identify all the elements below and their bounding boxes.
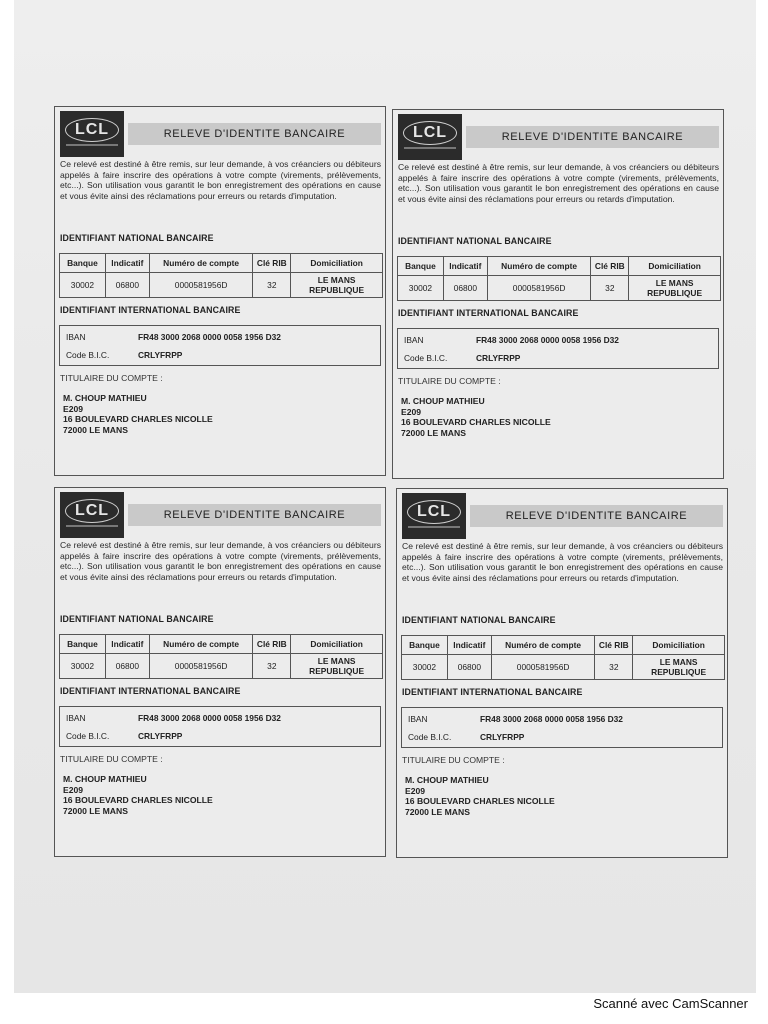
iban-box: [397, 328, 719, 369]
holder-name: M. CHOUP MATHIEU: [63, 393, 147, 403]
value-banque: 30002: [402, 655, 448, 680]
bic-value: CRLYFRPP: [476, 353, 521, 363]
value-numero-compte: 0000581956D: [149, 654, 253, 679]
rib-table: [59, 253, 383, 298]
rib-card-bottom-right: [396, 488, 728, 858]
rib-title: RELEVE D'IDENTITE BANCAIRE: [128, 504, 381, 526]
rib-title: RELEVE D'IDENTITE BANCAIRE: [128, 123, 381, 145]
holder-name: M. CHOUP MATHIEU: [63, 774, 147, 784]
rib-header: [402, 493, 723, 539]
lcl-logo-text: LCL: [65, 499, 119, 523]
holder-label: TITULAIRE DU COMPTE :: [402, 755, 505, 765]
iban-label: IBAN: [408, 714, 428, 724]
lcl-logo-text: LCL: [407, 500, 461, 524]
iban-label: IBAN: [404, 335, 424, 345]
holder-address: [63, 393, 213, 435]
holder-line-3: 72000 LE MANS: [63, 805, 128, 816]
bic-label: Code B.I.C.: [408, 732, 452, 742]
header-cle-rib: Clé RIB: [595, 636, 633, 655]
iban-value: FR48 3000 2068 0000 0058 1956 D32: [138, 332, 281, 342]
bic-label: Code B.I.C.: [66, 350, 110, 360]
holder-label: TITULAIRE DU COMPTE :: [60, 373, 163, 383]
iban-box: [59, 706, 381, 747]
national-id-heading: IDENTIFIANT NATIONAL BANCAIRE: [60, 614, 214, 624]
value-domiciliation: [633, 655, 725, 680]
holder-line-1: E209: [63, 784, 84, 795]
domiciliation-line-1: LE MANS: [659, 657, 698, 667]
lcl-logo: [60, 111, 124, 157]
rib-header: [398, 114, 719, 160]
rib-header: [60, 111, 381, 157]
holder-address: [405, 775, 555, 817]
iban-label: IBAN: [66, 713, 86, 723]
value-banque: 30002: [60, 654, 106, 679]
rib-card-top-right: [392, 109, 724, 479]
header-indicatif: Indicatif: [105, 635, 149, 654]
lcl-logo: [402, 493, 466, 539]
header-domiciliation: Domiciliation: [633, 636, 725, 655]
holder-line-2: 16 BOULEVARD CHARLES NICOLLE: [405, 796, 555, 806]
international-id-heading: IDENTIFIANT INTERNATIONAL BANCAIRE: [60, 305, 241, 315]
header-cle-rib: Clé RIB: [253, 254, 291, 273]
bic-label: Code B.I.C.: [404, 353, 448, 363]
logo-underline: [404, 147, 456, 149]
value-indicatif: 06800: [105, 654, 149, 679]
rib-intro-text: Ce relevé est destiné à être remis, sur leur demande, à vos créanciers ou débiteurs appelés à faire inscrire des opérations à votre compte (virements, prélèvements, etc...). Son utilisation vous garantit le bon enregistrement des opérations en cause et vous évite ainsi des réclamations pour erreurs ou retards d'imputation.: [402, 541, 723, 583]
lcl-logo: [60, 492, 124, 538]
value-banque: 30002: [60, 273, 106, 298]
value-numero-compte: 0000581956D: [149, 273, 253, 298]
holder-line-2: 16 BOULEVARD CHARLES NICOLLE: [63, 414, 213, 424]
holder-name: M. CHOUP MATHIEU: [405, 775, 489, 785]
header-banque: Banque: [402, 636, 448, 655]
header-indicatif: Indicatif: [447, 636, 491, 655]
domiciliation-line-2: REPUBLIQUE: [647, 288, 703, 298]
domiciliation-line-2: REPUBLIQUE: [309, 666, 365, 676]
value-domiciliation: [629, 276, 721, 301]
holder-line-3: 72000 LE MANS: [63, 424, 128, 435]
holder-label: TITULAIRE DU COMPTE :: [60, 754, 163, 764]
lcl-logo-text: LCL: [65, 118, 119, 142]
value-banque: 30002: [398, 276, 444, 301]
rib-card-bottom-left: [54, 487, 386, 857]
rib-table: [397, 256, 721, 301]
header-numero-compte: Numéro de compte: [149, 254, 253, 273]
national-id-heading: IDENTIFIANT NATIONAL BANCAIRE: [402, 615, 556, 625]
rib-card-top-left: [54, 106, 386, 476]
holder-address: [63, 774, 213, 816]
iban-box: [401, 707, 723, 748]
iban-value: FR48 3000 2068 0000 0058 1956 D32: [476, 335, 619, 345]
value-cle-rib: 32: [253, 654, 291, 679]
value-indicatif: 06800: [447, 655, 491, 680]
value-numero-compte: 0000581956D: [491, 655, 595, 680]
bic-value: CRLYFRPP: [138, 731, 183, 741]
holder-line-1: E209: [405, 785, 426, 796]
value-cle-rib: 32: [595, 655, 633, 680]
international-id-heading: IDENTIFIANT INTERNATIONAL BANCAIRE: [398, 308, 579, 318]
iban-value: FR48 3000 2068 0000 0058 1956 D32: [480, 714, 623, 724]
header-cle-rib: Clé RIB: [253, 635, 291, 654]
lcl-logo: [398, 114, 462, 160]
rib-table: [59, 634, 383, 679]
rib-intro-text: Ce relevé est destiné à être remis, sur leur demande, à vos créanciers ou débiteurs appelés à faire inscrire des opérations à votre compte (virements, prélèvements, etc...). Son utilisation vous garantit le bon enregistrement des opérations en cause et vous évite ainsi des réclamations pour erreurs ou retards d'imputation.: [398, 162, 719, 204]
value-indicatif: 06800: [105, 273, 149, 298]
domiciliation-line-1: LE MANS: [317, 275, 356, 285]
rib-title: RELEVE D'IDENTITE BANCAIRE: [466, 126, 719, 148]
holder-line-1: E209: [401, 406, 422, 417]
domiciliation-line-1: LE MANS: [317, 656, 356, 666]
logo-underline: [66, 525, 118, 527]
holder-address: [401, 396, 551, 438]
domiciliation-line-2: REPUBLIQUE: [651, 667, 707, 677]
logo-underline: [66, 144, 118, 146]
iban-value: FR48 3000 2068 0000 0058 1956 D32: [138, 713, 281, 723]
value-domiciliation: [291, 654, 383, 679]
header-domiciliation: Domiciliation: [291, 635, 383, 654]
rib-title: RELEVE D'IDENTITE BANCAIRE: [470, 505, 723, 527]
holder-name: M. CHOUP MATHIEU: [401, 396, 485, 406]
holder-line-3: 72000 LE MANS: [405, 806, 470, 817]
header-banque: Banque: [60, 254, 106, 273]
header-indicatif: Indicatif: [105, 254, 149, 273]
holder-line-3: 72000 LE MANS: [401, 427, 466, 438]
header-cle-rib: Clé RIB: [591, 257, 629, 276]
header-domiciliation: Domiciliation: [291, 254, 383, 273]
national-id-heading: IDENTIFIANT NATIONAL BANCAIRE: [398, 236, 552, 246]
international-id-heading: IDENTIFIANT INTERNATIONAL BANCAIRE: [402, 687, 583, 697]
camscanner-footer: Scanné avec CamScanner: [593, 996, 748, 1011]
domiciliation-line-1: LE MANS: [655, 278, 694, 288]
rib-intro-text: Ce relevé est destiné à être remis, sur leur demande, à vos créanciers ou débiteurs appelés à faire inscrire des opérations à votre compte (virements, prélèvements, etc...). Son utilisation vous garantit le bon enregistrement des opérations en cause et vous évite ainsi des réclamations pour erreurs ou retards d'imputation.: [60, 540, 381, 582]
holder-label: TITULAIRE DU COMPTE :: [398, 376, 501, 386]
header-numero-compte: Numéro de compte: [487, 257, 591, 276]
bic-label: Code B.I.C.: [66, 731, 110, 741]
rib-table: [401, 635, 725, 680]
holder-line-2: 16 BOULEVARD CHARLES NICOLLE: [401, 417, 551, 427]
logo-underline: [408, 526, 460, 528]
header-banque: Banque: [398, 257, 444, 276]
header-domiciliation: Domiciliation: [629, 257, 721, 276]
header-banque: Banque: [60, 635, 106, 654]
holder-line-1: E209: [63, 403, 84, 414]
bic-value: CRLYFRPP: [138, 350, 183, 360]
value-numero-compte: 0000581956D: [487, 276, 591, 301]
value-cle-rib: 32: [591, 276, 629, 301]
header-numero-compte: Numéro de compte: [149, 635, 253, 654]
value-domiciliation: [291, 273, 383, 298]
rib-header: [60, 492, 381, 538]
iban-box: [59, 325, 381, 366]
header-numero-compte: Numéro de compte: [491, 636, 595, 655]
header-indicatif: Indicatif: [443, 257, 487, 276]
international-id-heading: IDENTIFIANT INTERNATIONAL BANCAIRE: [60, 686, 241, 696]
domiciliation-line-2: REPUBLIQUE: [309, 285, 365, 295]
rib-intro-text: Ce relevé est destiné à être remis, sur leur demande, à vos créanciers ou débiteurs appelés à faire inscrire des opérations à votre compte (virements, prélèvements, etc...). Son utilisation vous garantit le bon enregistrement des opérations en cause et vous évite ainsi des réclamations pour erreurs ou retards d'imputation.: [60, 159, 381, 201]
bic-value: CRLYFRPP: [480, 732, 525, 742]
iban-label: IBAN: [66, 332, 86, 342]
value-indicatif: 06800: [443, 276, 487, 301]
lcl-logo-text: LCL: [403, 121, 457, 145]
value-cle-rib: 32: [253, 273, 291, 298]
national-id-heading: IDENTIFIANT NATIONAL BANCAIRE: [60, 233, 214, 243]
holder-line-2: 16 BOULEVARD CHARLES NICOLLE: [63, 795, 213, 805]
